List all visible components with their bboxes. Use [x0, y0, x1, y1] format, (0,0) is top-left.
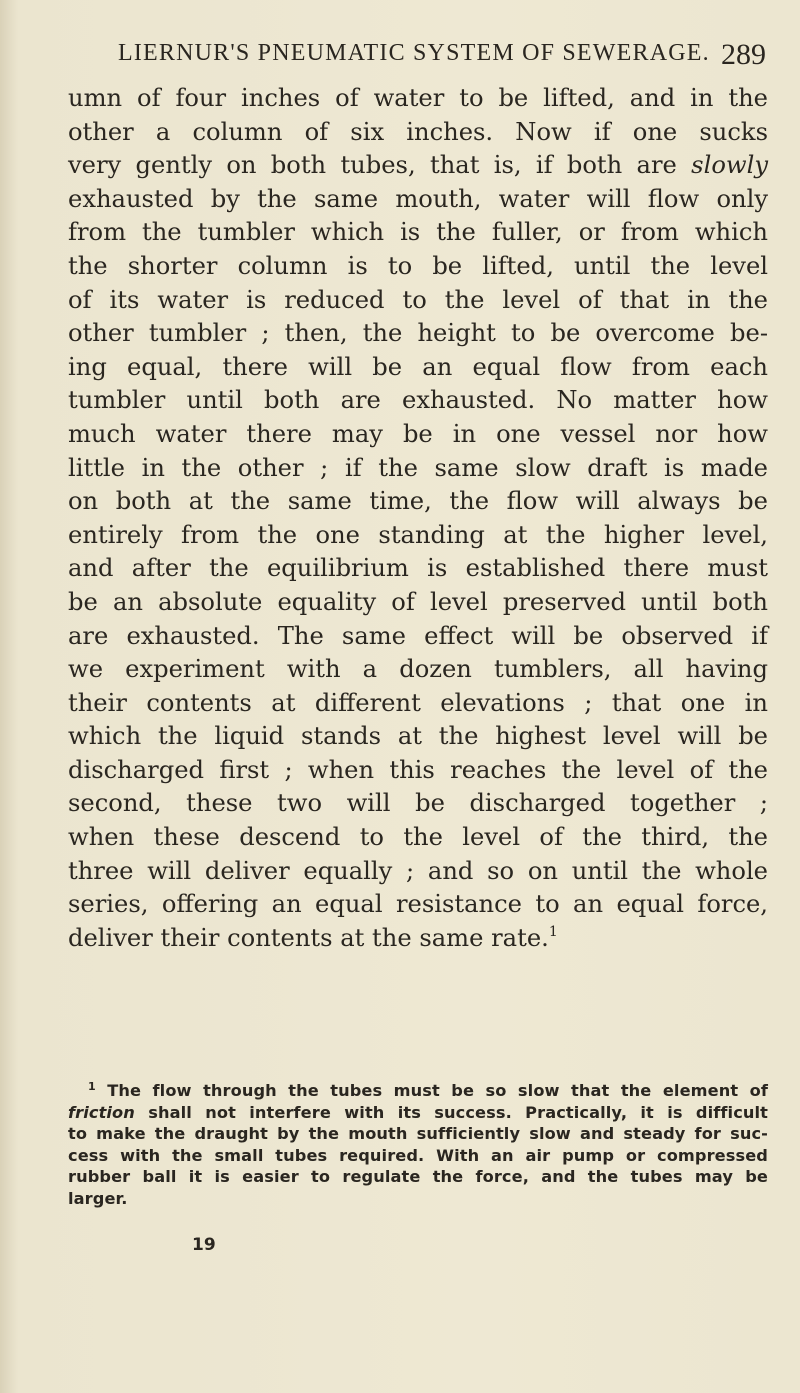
footnote-line: to make the draught by the mouth sufficiently slow and steady for suc-: [68, 1124, 768, 1144]
italic-word: slowly: [691, 151, 768, 180]
footnote-text: The flow through the tubes must be so slow that the element of: [95, 1081, 768, 1100]
body-line: we experiment with a dozen tumblers, all having: [68, 655, 768, 684]
body-line-text: very gently on both tubes, that is, if both are: [68, 151, 692, 180]
footnote-text: shall not interfere with its success. Practically, it is difficult: [134, 1102, 768, 1122]
body-line: their contents at different elevations ; that one in: [68, 688, 768, 717]
body-line: umn of four inches of water to be lifted, and in the: [68, 84, 768, 112]
footnote: [68, 1080, 768, 1210]
body-line: three will deliver equally ; and so on until the whole: [68, 856, 768, 885]
body-line: and after the equilibrium is established there must: [68, 554, 768, 583]
body-line: ing equal, there will be an equal flow from each: [68, 352, 768, 381]
body-line: other a column of six inches. Now if one sucks: [68, 117, 768, 146]
body-line-text: deliver their contents at the same rate.: [68, 923, 549, 952]
body-line: second, these two will be discharged together ;: [68, 789, 768, 818]
footnote-marker: 1: [88, 1080, 96, 1093]
footnote-line: larger.: [68, 1188, 128, 1208]
footnote-line: [68, 1102, 768, 1124]
body-line: be an absolute equality of level preserved until both: [68, 587, 768, 616]
running-head: LIERNUR'S PNEUMATIC SYSTEM OF SEWERAGE.: [118, 40, 710, 66]
body-line: tumbler until both are exhausted. No matter how: [68, 386, 768, 415]
body-line: which the liquid stands at the highest level will be: [68, 722, 768, 751]
page-header: [118, 40, 766, 80]
body-line: entirely from the one standing at the higher level,: [68, 520, 768, 549]
signature-mark: 19: [192, 1235, 216, 1255]
body-line: much water there may be in one vessel nor how: [68, 419, 768, 448]
body-line: discharged first ; when this reaches the level of the: [68, 755, 768, 784]
body-line-with-italic: [68, 149, 768, 183]
footnote-reference: 1: [548, 923, 558, 940]
body-line: little in the other ; if the same slow draft is made: [68, 453, 768, 482]
body-line-last: [68, 922, 768, 956]
body-line: other tumbler ; then, the height to be overcome be-: [68, 319, 768, 348]
footnote-italic-word: friction: [68, 1102, 135, 1122]
body-line: on both at the same time, the flow will always be: [68, 487, 768, 516]
body-text: [68, 82, 768, 955]
footnote-line: cess with the small tubes required. With an air pump or compressed: [68, 1145, 768, 1165]
body-line: are exhausted. The same effect will be observed if: [68, 621, 768, 650]
body-line: when these descend to the level of the third, the: [68, 823, 768, 852]
body-line: from the tumbler which is the fuller, or from which: [68, 218, 768, 247]
body-line: series, offering an equal resistance to an equal force,: [68, 890, 768, 919]
footnote-line: [68, 1080, 768, 1102]
body-line: exhausted by the same mouth, water will flow only: [68, 184, 768, 213]
footnote-line: rubber ball it is easier to regulate the force, and the tubes may be: [68, 1167, 768, 1187]
body-line: of its water is reduced to the level of that in the: [68, 285, 768, 314]
body-line: the shorter column is to be lifted, until the level: [68, 251, 768, 280]
page-number: 289: [721, 38, 766, 71]
